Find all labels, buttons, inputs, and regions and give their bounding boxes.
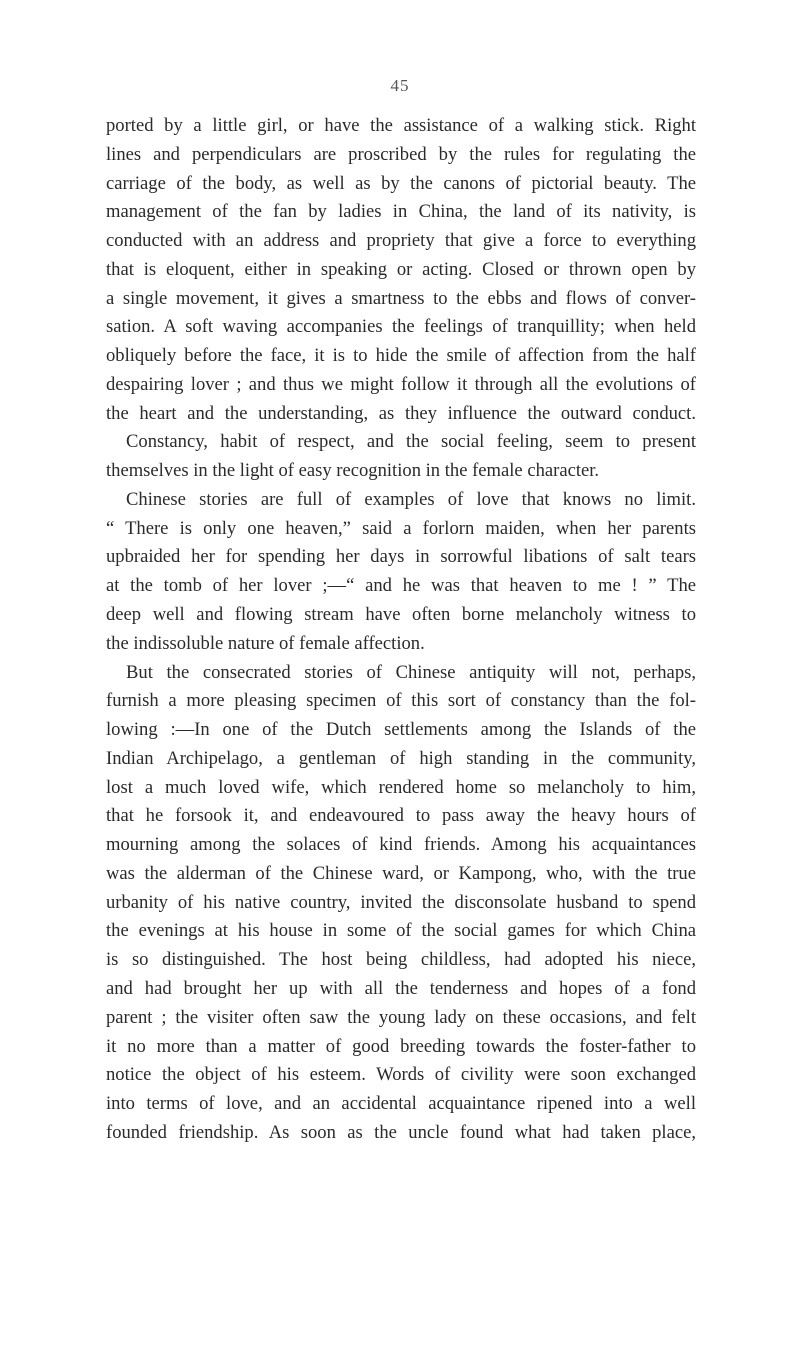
text-line: the indissoluble nature of female affection. (106, 632, 425, 654)
text-line: conducted with an address and propriety that give a force to everything (106, 230, 696, 252)
text-line: that is eloquent, either in speaking or acting. Closed or thrown open by (106, 258, 696, 280)
text-line: the heart and the understanding, as they influence the outward conduct. (106, 402, 696, 424)
text-line: carriage of the body, as well as by the canons of pictorial beauty. The (106, 172, 696, 194)
text-line: Indian Archipelago, a gentleman of high standing in the community, (106, 747, 696, 769)
text-line: furnish a more pleasing specimen of this sort of constancy than the fol- (106, 690, 696, 712)
text-line: was the alderman of the Chinese ward, or Kampong, who, with the true (106, 862, 696, 884)
text-line: upbraided her for spending her days in sorrowful libations of salt tears (106, 546, 696, 568)
body-text (106, 112, 696, 1148)
text-line: despairing lover ; and thus we might follow it through all the evolutions of (106, 373, 696, 395)
page-number: 45 (390, 76, 410, 95)
text-line: themselves in the light of easy recognition in the female character. (106, 460, 600, 482)
text-line: lines and perpendiculars are proscribed by the rules for regulating the (106, 143, 696, 165)
text-line: lost a much loved wife, which rendered home so melancholy to him, (106, 776, 696, 798)
text-line: urbanity of his native country, invited the disconsolate husband to spend (106, 891, 696, 913)
text-line: Constancy, habit of respect, and the social feeling, seem to present (126, 431, 696, 453)
text-line: founded friendship. As soon as the uncle found what had taken place, (106, 1121, 696, 1143)
text-line: notice the object of his esteem. Words of civility were soon exchanged (106, 1064, 696, 1086)
text-line: sation. A soft waving accompanies the feelings of tranquillity; when held (106, 316, 696, 338)
text-line: Chinese stories are full of examples of love that knows no limit. (126, 488, 696, 510)
text-line: and had brought her up with all the tenderness and hopes of a fond (106, 977, 696, 999)
text-line: obliquely before the face, it is to hide the smile of affection from the half (106, 345, 696, 367)
text-line: a single movement, it gives a smartness to the ebbs and flows of conver- (106, 287, 696, 309)
text-line: that he forsook it, and endeavoured to pass away the heavy hours of (106, 805, 696, 827)
text-line: it no more than a matter of good breeding towards the foster-father to (106, 1035, 696, 1057)
text-line: mourning among the solaces of kind friends. Among his acquaintances (106, 834, 696, 856)
text-line: at the tomb of her lover ;—“ and he was that heaven to me ! ” The (106, 575, 696, 597)
text-line: management of the fan by ladies in China, the land of its nativity, is (106, 201, 696, 223)
text-line: ported by a little girl, or have the assistance of a walking stick. Right (106, 115, 696, 136)
text-line: “ There is only one heaven,” said a forlorn maiden, when her parents (106, 517, 696, 539)
text-line: parent ; the visiter often saw the young lady on these occasions, and felt (106, 1006, 696, 1028)
text-line: the evenings at his house in some of the social games for which China (106, 920, 696, 942)
text-line: lowing :—In one of the Dutch settlements among the Islands of the (106, 719, 696, 741)
text-line: But the consecrated stories of Chinese antiquity will not, perhaps, (126, 661, 696, 683)
text-line: into terms of love, and an accidental acquaintance ripened into a well (106, 1093, 696, 1115)
text-line: deep well and flowing stream have often borne melancholy witness to (106, 604, 696, 626)
text-line: is so distinguished. The host being childless, had adopted his niece, (106, 949, 696, 971)
